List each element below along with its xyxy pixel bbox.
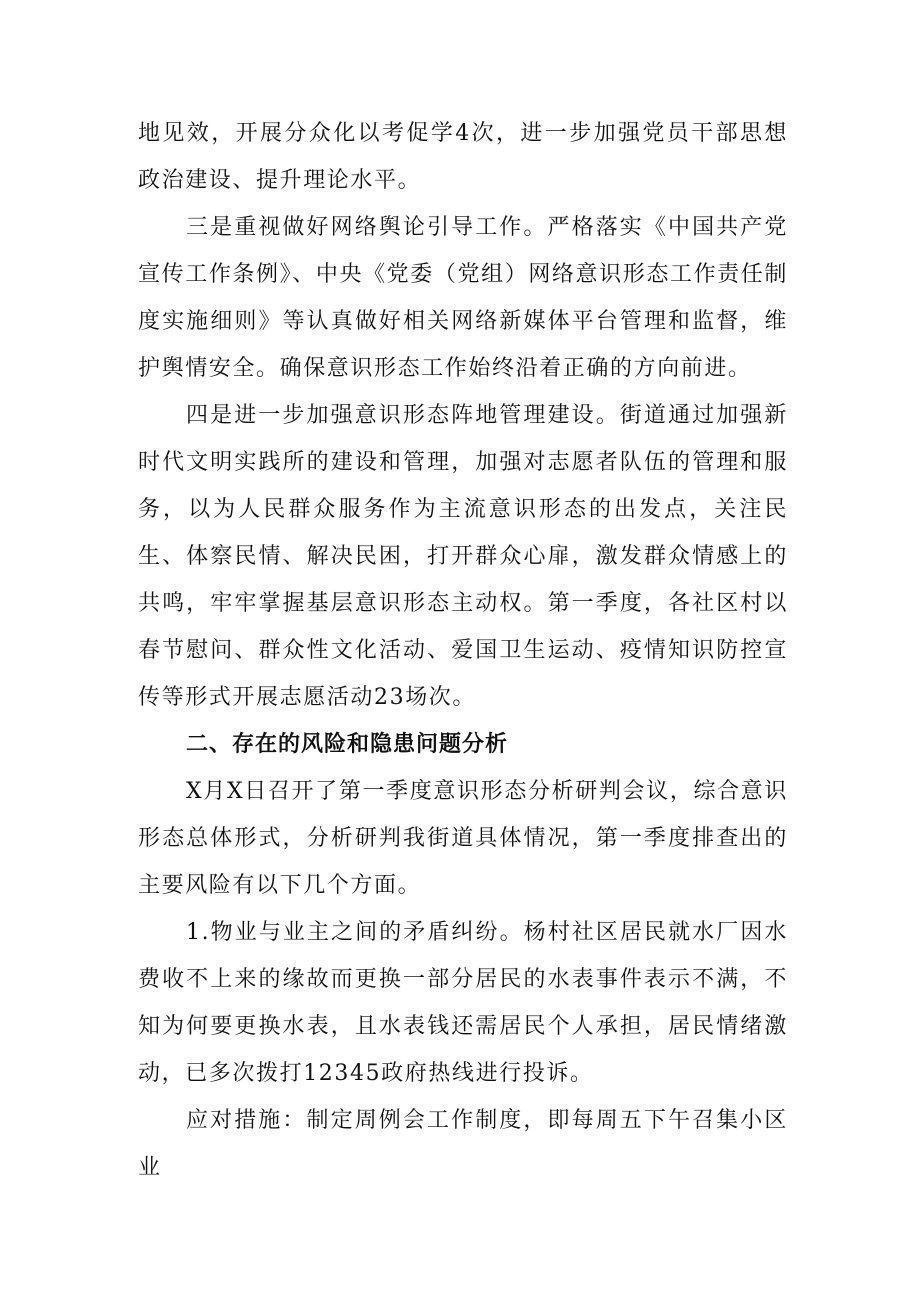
paragraph-point-three: 三是重视做好网络舆论引导工作。严格落实《中国共产党宣传工作条例》、中央《党委（党组）网络意识形态工作责任制度实施细则》等认真做好相关网络新媒体平台管理和监督，维护舆情安全。确保意识形态工作始终沿着正确的方向前进。	[138, 215, 788, 381]
paragraph-meeting: X月X日召开了第一季度意识形态分析研判会议，综合意识形态总体形式，分析研判我街道具体情况，第一季度排查出的主要风险有以下几个方面。	[138, 779, 788, 898]
paragraph-continuation: 地见效，开展分众化以考促学4次，进一步加强党员干部思想政治建设、提升理论水平。	[138, 121, 788, 193]
paragraph-countermeasure: 应对措施：制定周例会工作制度，即每周五下午召集小区业	[138, 1108, 788, 1180]
paragraph-point-four: 四是进一步加强意识形态阵地管理建设。街道通过加强新时代文明实践所的建设和管理，加强对志愿者队伍的管理和服务，以为人民群众服务作为主流意识形态的出发点，关注民生、体察民情、解决民困，打开群众心扉，激发群众情感上的共鸣，牢牢掌握基层意识形态主动权。第一季度，各社区村以春节慰问、群众性文化活动、爱国卫生运动、疫情知识防控宣传等形式开展志愿活动23场次。	[138, 403, 788, 710]
paragraph-risk-one: 1.物业与业主之间的矛盾纠纷。杨村社区居民就水厂因水费收不上来的缘故而更换一部分居民的水表事件表示不满，不知为何要更换水表，且水表钱还需居民个人承担，居民情绪激动，已多次拨打12345政府热线进行投诉。	[138, 920, 788, 1086]
section-heading: 二、存在的风险和隐患问题分析	[186, 732, 509, 757]
document-body	[138, 110, 788, 1191]
